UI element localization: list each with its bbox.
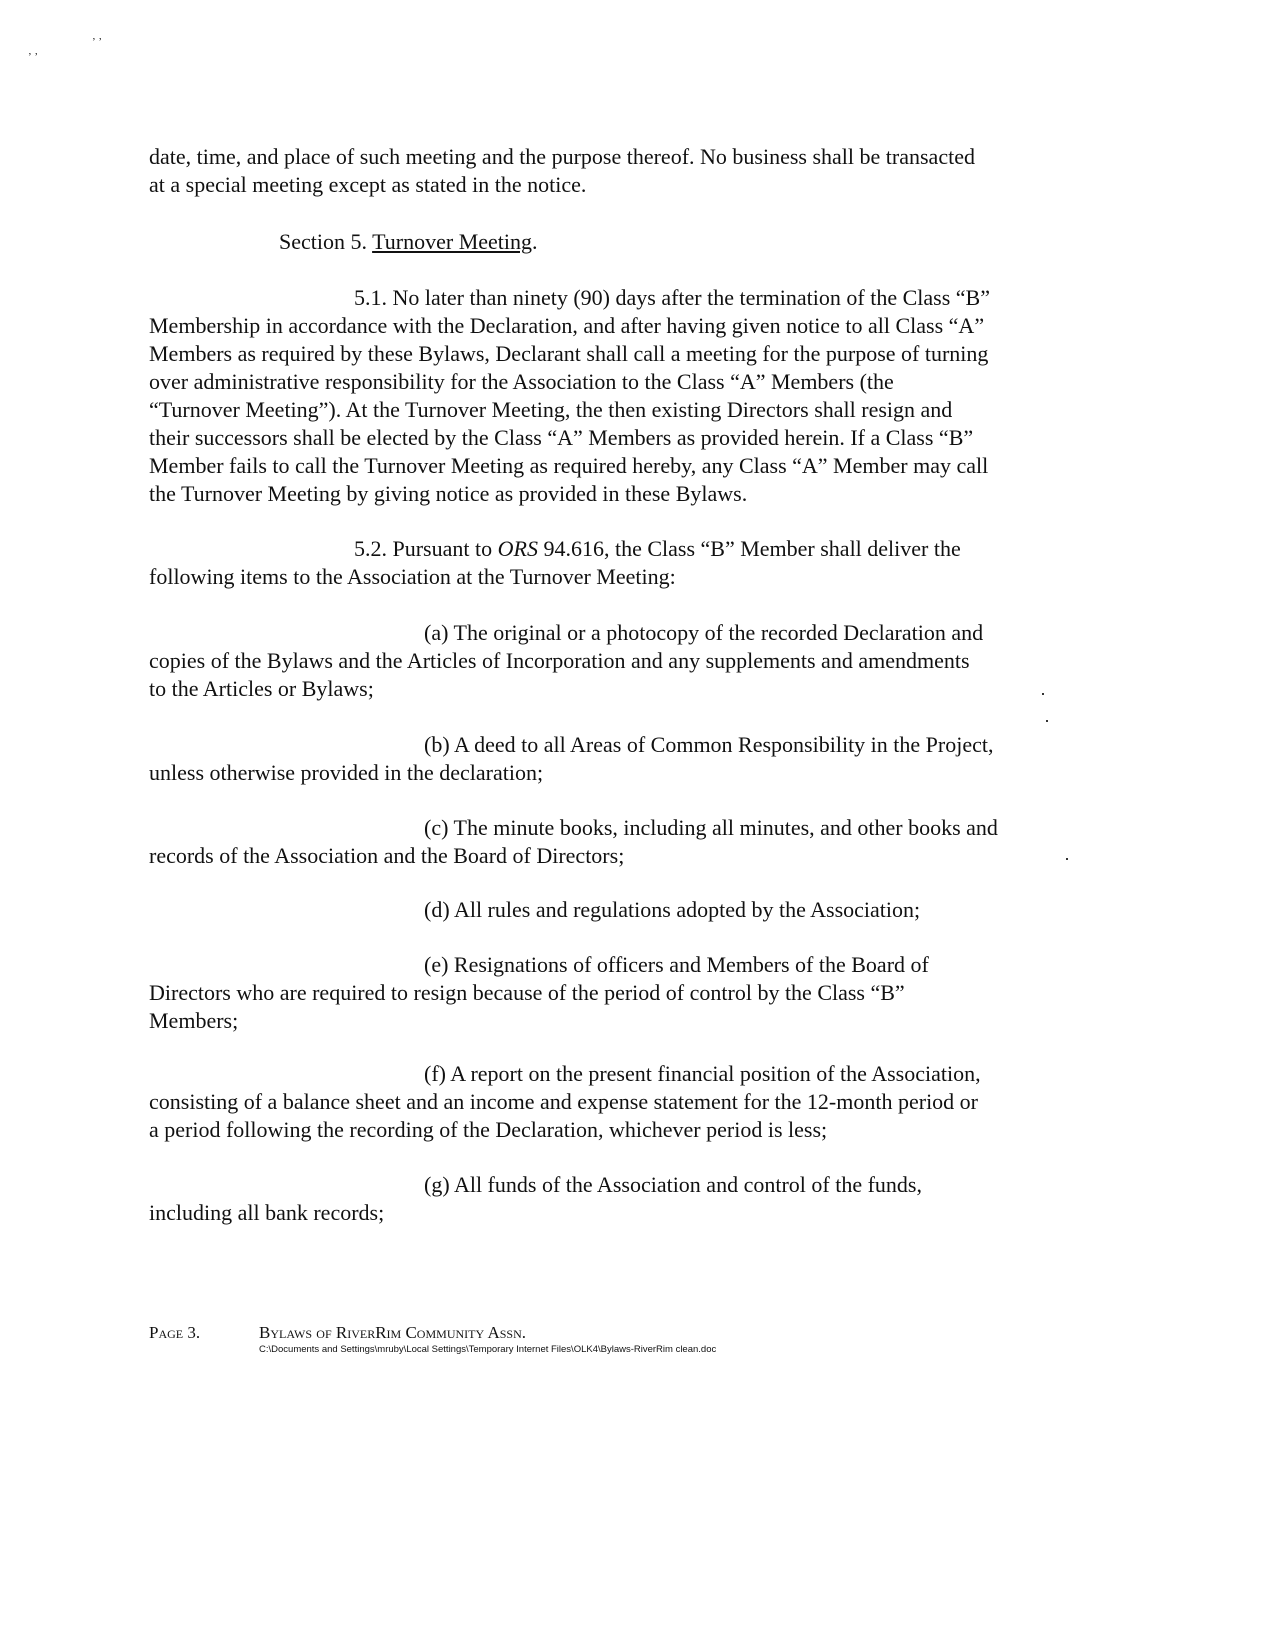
section-heading	[279, 228, 538, 257]
section-title: Turnover Meeting	[372, 229, 533, 254]
item-a-line-3: to the Articles or Bylaws;	[149, 676, 374, 701]
p51-line-4: over administrative responsibility for the Association to the Class “A” Members (the	[149, 369, 894, 394]
p51-line-7: Member fails to call the Turnover Meeting as required hereby, any Class “A” Member may call	[149, 453, 989, 478]
p52-line-2: following items to the Association at the Turnover Meeting:	[149, 564, 676, 589]
intro-line-1: date, time, and place of such meeting and the purpose thereof. No business shall be transacted	[149, 144, 975, 169]
item-a-line-2: copies of the Bylaws and the Articles of Incorporation and any supplements and amendments	[149, 648, 970, 673]
item-e-line-1: (e) Resignations of officers and Members of the Board of	[424, 952, 929, 977]
item-c-line-2: records of the Association and the Board of Directors;	[149, 843, 625, 868]
p51-line-6: their successors shall be elected by the Class “A” Members as provided herein. If a Class “B”	[149, 425, 974, 450]
item-f-line-3: a period following the recording of the Declaration, whichever period is less;	[149, 1117, 828, 1142]
section-number: Section 5.	[279, 229, 367, 254]
item-b-line-2: unless otherwise provided in the declaration;	[149, 760, 544, 785]
p51-line-8: the Turnover Meeting by giving notice as provided in these Bylaws.	[149, 481, 748, 506]
scan-speck	[1042, 693, 1044, 695]
scan-mark-top: ʼ ʼ	[92, 36, 103, 48]
p52-line-1	[354, 535, 961, 564]
item-e-line-2: Directors who are required to resign because of the period of control by the Class “B”	[149, 980, 905, 1005]
item-d-line-1: (d) All rules and regulations adopted by the Association;	[424, 897, 921, 922]
item-f-line-2: consisting of a balance sheet and an income and expense statement for the 12-month period or	[149, 1089, 979, 1114]
p52-ors: ORS	[497, 536, 538, 561]
item-g-line-2: including all bank records;	[149, 1200, 385, 1225]
p51-line-1: 5.1. No later than ninety (90) days after the termination of the Class “B”	[354, 285, 990, 310]
p51-line-2: Membership in accordance with the Declaration, and after having given notice to all Class “A”	[149, 313, 985, 338]
intro-line-2: at a special meeting except as stated in the notice.	[149, 172, 587, 197]
item-a-line-1: (a) The original or a photocopy of the recorded Declaration and	[424, 620, 984, 645]
footer-page-number: Page 3.	[149, 1323, 201, 1342]
p52-post: 94.616, the Class “B” Member shall deliver the	[537, 536, 961, 561]
item-f-line-1: (f) A report on the present financial position of the Association,	[424, 1061, 981, 1086]
p52-pre: 5.2. Pursuant to	[354, 536, 498, 561]
footer-document-title: Bylaws of RiverRim Community Assn.	[259, 1323, 526, 1342]
item-g-line-1: (g) All funds of the Association and control of the funds,	[424, 1172, 922, 1197]
item-e-line-3: Members;	[149, 1008, 239, 1033]
p51-line-5: “Turnover Meeting”). At the Turnover Meeting, the then existing Directors shall resign and	[149, 397, 953, 422]
footer-file-path: C:\Documents and Settings\mruby\Local Settings\Temporary Internet Files\OLK4\Bylaws-RiverRim clean.doc	[259, 1344, 717, 1355]
scan-speck	[1066, 858, 1068, 860]
scan-speck	[1046, 720, 1048, 722]
item-b-line-1: (b) A deed to all Areas of Common Responsibility in the Project,	[424, 732, 994, 757]
item-c-line-1: (c) The minute books, including all minutes, and other books and	[424, 815, 998, 840]
section-title-period: .	[532, 229, 538, 254]
p51-line-3: Members as required by these Bylaws, Declarant shall call a meeting for the purpose of turning	[149, 341, 989, 366]
scan-mark-left: ʼ ʼ	[28, 51, 39, 63]
